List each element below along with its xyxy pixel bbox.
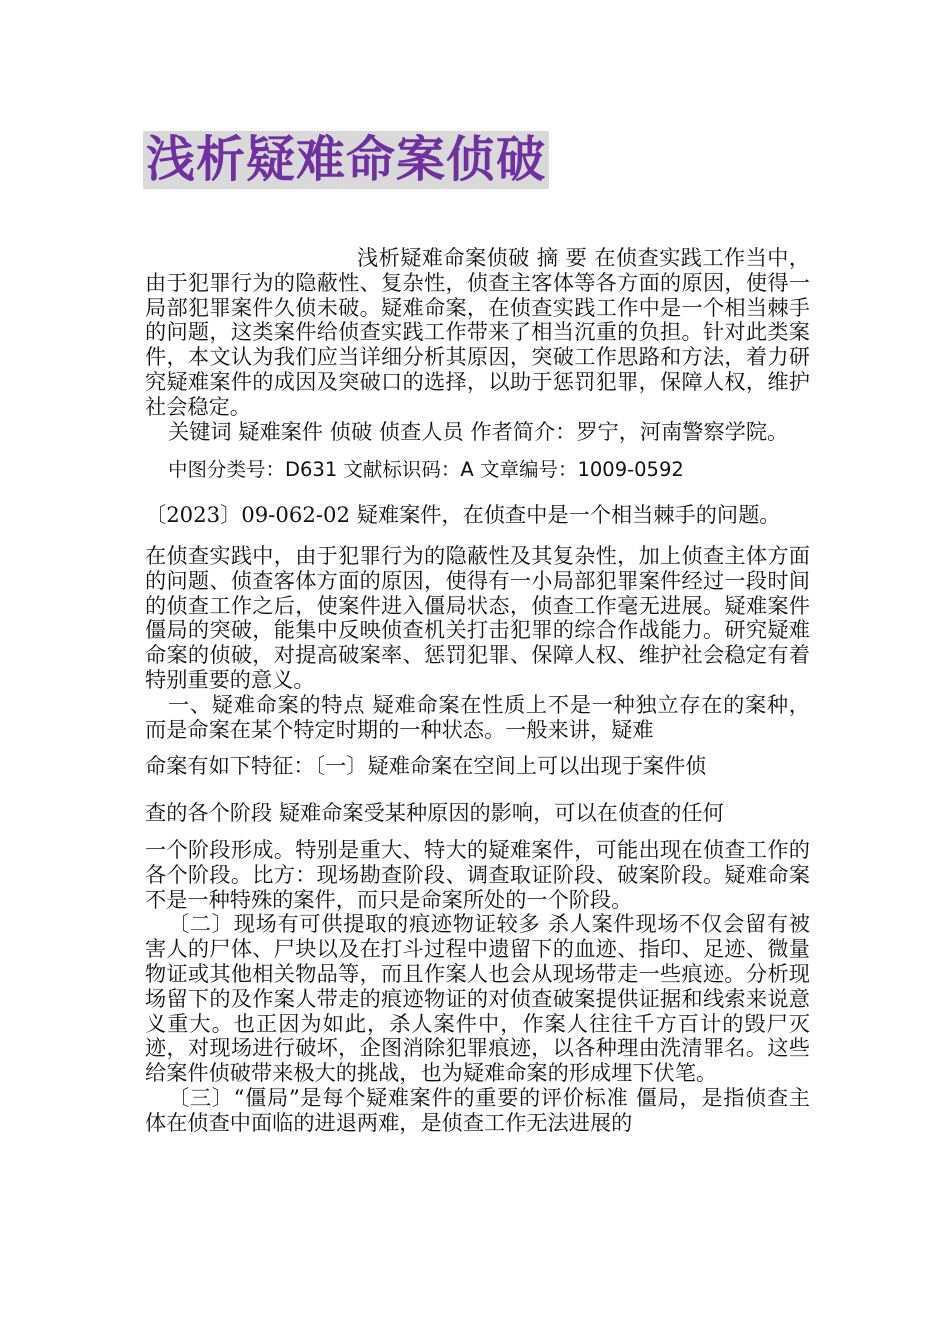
- document-body: [145, 246, 810, 1136]
- abstract-paragraph: 浅析疑难命案侦破 摘 要 在侦查实践工作当中，由于犯罪行为的隐蔽性、复杂性，侦查主客体等各方面的原因，使得一局部犯罪案件久侦未破。疑难命案，在侦查实践工作中是一个相当棘手的问题，这类案件给侦查实践工作带来了相当沉重的负担。针对此类案件，本文认为我们应当详细分析其原因，突破工作思路和方法，着力研究疑难案件的成因及突破口的选择，以助于惩罚犯罪，保障人权，维护社会稳定。: [145, 245, 810, 419]
- point-2-paragraph: 〔二〕现场有可供提取的痕迹物证较多 杀人案件现场不仅会留有被害人的尸体、尸块以及在打斗过程中遗留下的血迹、指印、足迹、微量物证或其他相关物品等，而且作案人也会从现场带走一些痕迹。分析现场留下的及作案人带走的痕迹物证的对侦查破案提供证据和线索来说意义重大。也正因为如此，杀人案件中，作案人往往千方百计的毁尸灭迹，对现场进行破坏，企图消除犯罪痕迹，以各种理由洗清罪名。这些给案件侦破带来极大的挑战，也为疑难命案的形成埋下伏笔。: [145, 911, 810, 1086]
- section-1-paragraph: 一、疑难命案的特点 疑难命案在性质上不是一种独立存在的案种，而是命案在某个特定时期的一种状态。一般来讲，疑难: [145, 691, 810, 742]
- section-1-line-c: 查的各个阶段 疑难命案受某种原因的影响，可以在侦查的任何: [145, 800, 724, 826]
- document-title: 浅析疑难命案侦破: [143, 131, 549, 189]
- keywords-paragraph: 关键词 疑难案件 侦破 侦查人员 作者简介：罗宁，河南警察学院。: [168, 418, 789, 444]
- point-3-paragraph: 〔三〕“僵局”是每个疑难案件的重要的评价标准 僵局，是指侦查主体在侦查中面临的进退两难，是侦查工作无法进展的: [145, 1084, 810, 1135]
- section-1-line-b: 命案有如下特征：〔一〕疑难命案在空间上可以出现于案件侦: [145, 753, 707, 779]
- section-1-line-d: 一个阶段形成。特别是重大、特大的疑难案件，可能出现在侦查工作的各个阶段。比方：现场勘查阶段、调查取证阶段、破案阶段。疑难命案不是一种特殊的案件，而只是命案所处的一个阶段。: [145, 836, 810, 912]
- intro-paragraph: 在侦查实践中，由于犯罪行为的隐蔽性及其复杂性，加上侦查主体方面的问题、侦查客体方面的原因，使得有一小局部犯罪案件经过一段时间的侦查工作之后，使案件进入僵局状态，侦查工作毫无进展。疑难案件僵局的突破，能集中反映侦查机关打击犯罪的综合作战能力。研究疑难命案的侦破，对提高破案率、惩罚犯罪、保障人权、维护社会稳定有着特别重要的意义。: [145, 542, 810, 692]
- classification-continuation: 〔2023〕09-062-02 疑难案件，在侦查中是一个相当棘手的问题。: [145, 502, 781, 528]
- classification-line: 中图分类号：D631 文献标识码：A 文章编号：1009-0592: [168, 458, 684, 482]
